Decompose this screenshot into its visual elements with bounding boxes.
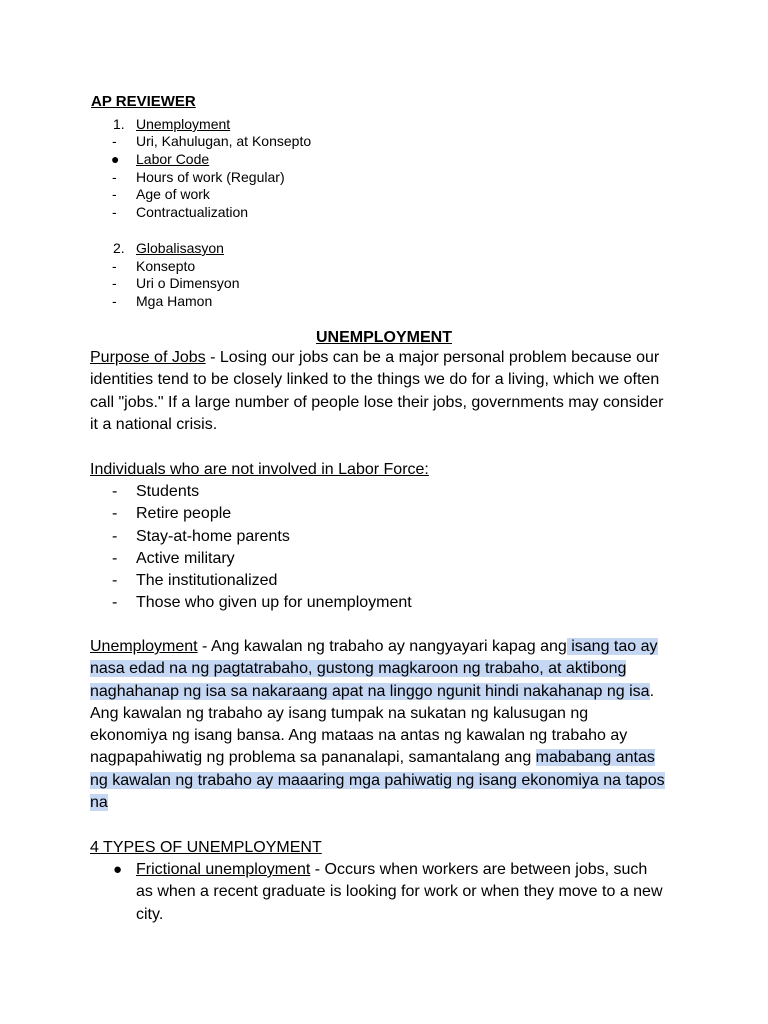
list-item: Students [136,483,200,500]
outline-subitem: Hours of work (Regular) [136,169,285,185]
def-line [90,747,680,769]
purpose-paragraph [90,347,680,436]
bullet-marker: ● [113,861,123,878]
frictional-text: - Occurs when workers are between jobs, such [310,861,648,878]
highlighted-text: ng kawalan ng trabaho ay maaaring mga pahiwatig ng isang ekonomiya na tapos [90,771,665,789]
frictional-term: Frictional unemployment [136,861,311,878]
list-item: Stay-at-home parents [136,528,290,545]
list-item: Those who given up for unemployment [136,594,412,611]
dash-marker: - [112,483,118,500]
dash-marker: - [112,204,117,220]
purpose-line: it a national crisis. [90,415,218,433]
dash-marker: - [112,572,118,589]
bullet-marker: ● [111,151,120,167]
def-line [90,792,680,814]
outline-item-unemployment: Unemployment [136,116,231,132]
outline-subitem: Mga Hamon [136,293,213,309]
outline-number-2: 2. [113,240,125,256]
outline-number-1: 1. [113,116,125,132]
dash-marker: - [112,275,117,291]
dash-marker: - [112,528,118,545]
labor-force-heading: Individuals who are not involved in Labor Force: [90,461,429,478]
section-title: UNEMPLOYMENT [316,329,452,346]
def-line [90,681,680,703]
def-line [90,770,680,792]
outline-subitem: Uri, Kahulugan, at Konsepto [136,133,312,149]
def-line: ekonomiya ng isang bansa. Ang mataas na antas ng kawalan ng trabaho ay [90,727,628,745]
list-item: Retire people [136,505,232,522]
def-line: Ang kawalan ng trabaho ay isang tumpak na sukatan ng kalusugan ng [90,704,589,722]
dash-marker: - [112,258,117,274]
list-item: The institutionalized [136,572,278,589]
frictional-line: as when a recent graduate is looking for work or when they move to a new [136,883,663,901]
highlighted-text: mababang antas [535,749,655,767]
purpose-term: Purpose of Jobs [90,349,206,366]
frictional-line [136,859,696,881]
dash-marker: - [112,186,117,202]
outline-item-labor-code: Labor Code [136,151,210,167]
highlighted-text: isang tao ay [566,638,658,655]
highlighted-text: naghahanap ng isa sa nakaraang apat na linggo ngunit hindi nakahanap ng isa [90,682,650,700]
highlighted-text: na [90,794,108,812]
outline-subitem: Contractualization [136,204,249,220]
def-text: . [649,682,655,700]
dash-marker: - [112,293,117,309]
types-heading: 4 TYPES OF UNEMPLOYMENT [90,839,322,856]
def-line [90,658,680,680]
def-text: nagpapahiwatig ng problema sa pananalapi, samantalang ang [90,749,536,767]
list-item: Active military [136,550,235,567]
dash-marker: - [112,505,118,522]
unemployment-term: Unemployment [90,638,198,655]
highlighted-text: nasa edad na ng pagtatrabaho, gustong magkaroon ng trabaho, at aktibong [90,660,627,678]
dash-marker: - [112,133,117,149]
purpose-text: - Losing our jobs can be a major personal problem because our [205,349,660,366]
outline-item-globalisasyon: Globalisasyon [136,240,224,256]
def-line [90,636,680,658]
dash-marker: - [112,550,118,567]
dash-marker: - [112,594,118,611]
dash-marker: - [112,169,117,185]
frictional-paragraph [136,859,696,926]
document-title: AP REVIEWER [91,93,196,110]
outline-subitem: Uri o Dimensyon [136,275,240,291]
outline-subitem: Age of work [136,186,210,202]
frictional-line: city. [136,905,164,923]
purpose-line: call "jobs." If a large number of people lose their jobs, governments may consider [90,393,664,411]
purpose-line [90,347,680,369]
unemployment-paragraph [90,636,680,814]
purpose-line: identities tend to be closely linked to the things we do for a living, which we often [90,371,660,389]
def-text: - Ang kawalan ng trabaho ay nangyayari kapag ang [197,638,567,655]
outline-subitem: Konsepto [136,258,196,274]
